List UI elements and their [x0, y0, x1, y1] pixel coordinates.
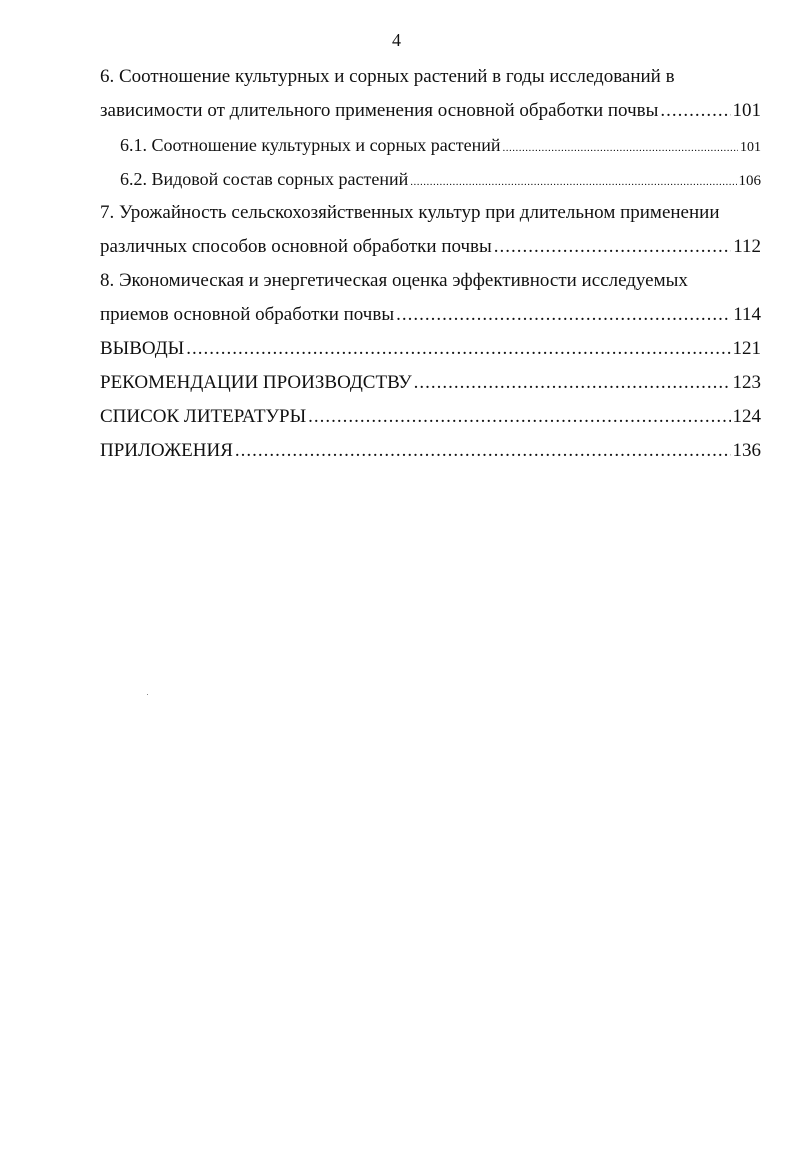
- scan-speck: [147, 694, 148, 695]
- toc-entry-7-title-part-1: 7. Урожайность сельскохозяйственных культур при длительном применении: [100, 202, 720, 223]
- toc-entry-6-2-page: 106: [738, 173, 761, 189]
- toc-entry-6-title-part-1: 6. Соотношение культурных и сорных растений в годы исследований в: [100, 66, 675, 87]
- toc-entry-references-title: СПИСОК ЛИТЕРАТУРЫ: [100, 406, 307, 427]
- toc-entry-8-page: 114: [733, 304, 761, 325]
- page-number: 4: [392, 30, 401, 50]
- dot-leader: [308, 400, 730, 434]
- toc-entry-7-line-1: [100, 196, 761, 230]
- toc-entry-8-line-2[interactable]: [100, 298, 761, 332]
- toc-entry-6-2[interactable]: [100, 162, 761, 196]
- toc-entry-6-page: 101: [732, 100, 761, 121]
- toc-entry-appendices-title: ПРИЛОЖЕНИЯ: [100, 440, 233, 461]
- toc-entry-appendices-page: 136: [732, 440, 761, 461]
- dot-leader: [414, 366, 731, 400]
- toc-entry-8-title-part-1: 8. Экономическая и энергетическая оценка эффективности исследуемых: [100, 270, 688, 291]
- toc-entry-recommendations-title: РЕКОМЕНДАЦИИ ПРОИЗВОДСТВУ: [100, 372, 412, 393]
- toc-entry-7-title-part-2: различных способов основной обработки почвы: [100, 236, 492, 257]
- toc-entry-6-1-page: 101: [740, 140, 761, 155]
- toc-entry-7-page: 112: [733, 236, 761, 257]
- toc-entry-conclusions-page: 121: [732, 338, 761, 359]
- dot-leader: [396, 298, 731, 332]
- toc-entry-recommendations[interactable]: [100, 366, 761, 400]
- toc-entry-appendices[interactable]: [100, 434, 761, 468]
- dot-leader: [660, 94, 730, 128]
- toc-entry-6-line-1: [100, 60, 761, 94]
- toc-entry-8-title-part-2: приемов основной обработки почвы: [100, 304, 395, 325]
- toc-entry-conclusions-title: ВЫВОДЫ: [100, 338, 185, 359]
- toc-entry-conclusions[interactable]: [100, 332, 761, 366]
- dot-leader: [410, 165, 736, 199]
- toc-entry-7-line-2[interactable]: [100, 230, 761, 264]
- toc-entry-recommendations-page: 123: [732, 372, 761, 393]
- dot-leader: [235, 434, 731, 468]
- toc-entry-6-2-title: 6.2. Видовой состав сорных растений: [120, 169, 409, 189]
- toc-entry-8-line-1: [100, 264, 761, 298]
- table-of-contents: [100, 60, 761, 468]
- dot-leader: [494, 230, 731, 264]
- toc-entry-6-line-2[interactable]: [100, 94, 761, 128]
- dot-leader: [186, 332, 730, 366]
- toc-entry-references-page: 124: [732, 406, 761, 427]
- dot-leader: [503, 131, 738, 165]
- toc-entry-6-1-title: 6.1. Соотношение культурных и сорных растений: [120, 135, 501, 155]
- toc-entry-6-title-part-2: зависимости от длительного применения основной обработки почвы: [100, 100, 659, 121]
- toc-entry-references[interactable]: [100, 400, 761, 434]
- toc-entry-6-1[interactable]: [100, 128, 761, 162]
